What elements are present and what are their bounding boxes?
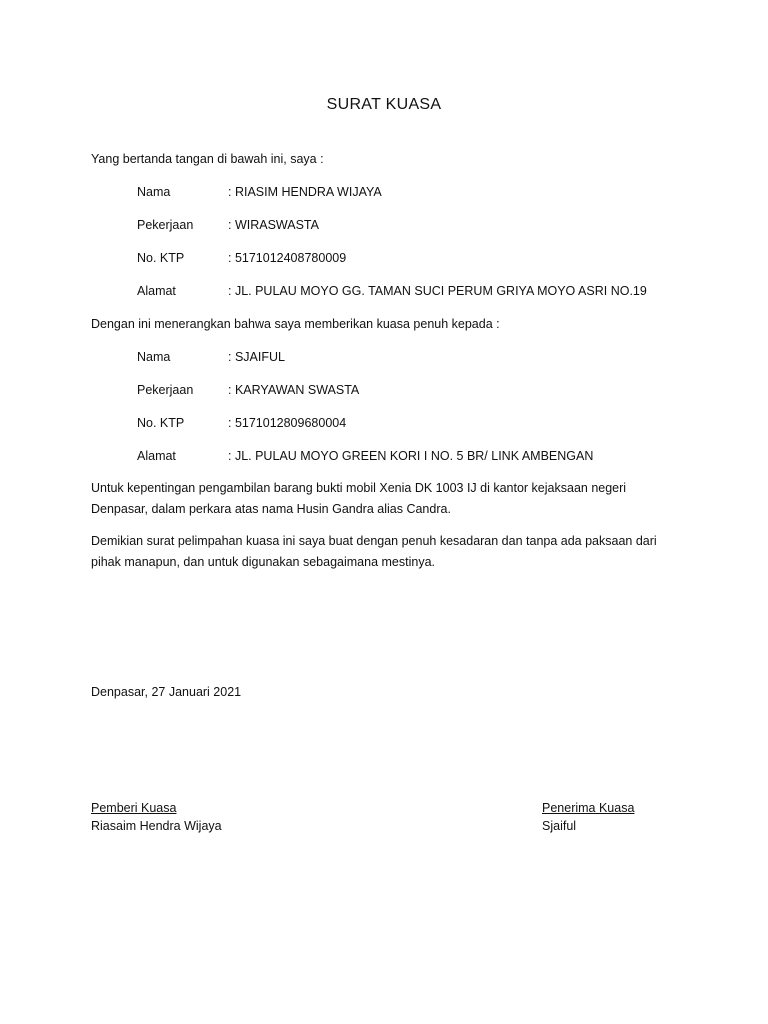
field-value: : SJAIFUL <box>228 350 285 364</box>
field-value: : RIASIM HENDRA WIJAYA <box>228 185 382 199</box>
giver-role: Pemberi Kuasa <box>91 801 177 815</box>
field-value: : 5171012809680004 <box>228 416 347 430</box>
receiver-name: Sjaiful <box>542 819 577 833</box>
grantor-row-id <box>0 251 768 269</box>
grantee-row-address <box>0 449 768 467</box>
field-label: Pekerjaan <box>137 383 194 397</box>
field-value: : KARYAWAN SWASTA <box>228 383 360 397</box>
purpose-paragraph: Untuk kepentingan pengambilan barang bukti mobil Xenia DK 1003 IJ di kantor kejaksaan negeri Denpasar, dalam perkara atas nama Husin Gandra alias Candra. <box>91 481 627 516</box>
field-value: : 5171012408780009 <box>228 251 347 265</box>
grantor-row-occupation <box>0 218 768 236</box>
grantor-row-name <box>0 185 768 203</box>
field-value: : JL. PULAU MOYO GG. TAMAN SUCI PERUM GRIYA MOYO ASRI NO.19 <box>228 284 647 298</box>
grantee-row-occupation <box>0 383 768 401</box>
field-label: Alamat <box>137 449 176 463</box>
grantee-row-name <box>0 350 768 368</box>
field-label: Nama <box>137 350 171 364</box>
field-label: No. KTP <box>137 251 185 265</box>
grantor-row-address <box>0 284 768 302</box>
place-date: Denpasar, 27 Januari 2021 <box>91 685 242 699</box>
transfer-text: Dengan ini menerangkan bahwa saya memberikan kuasa penuh kepada : <box>91 317 500 331</box>
document-title: SURAT KUASA <box>326 96 442 113</box>
field-value: : JL. PULAU MOYO GREEN KORI I NO. 5 BR/ LINK AMBENGAN <box>228 449 594 463</box>
field-label: Pekerjaan <box>137 218 194 232</box>
closing-paragraph: Demikian surat pelimpahan kuasa ini saya buat dengan penuh kesadaran dan tanpa ada paksaan dari pihak manapun, dan untuk digunakan sebagaimana mestinya. <box>91 534 657 569</box>
giver-name: Riasaim Hendra Wijaya <box>91 819 222 833</box>
field-label: Nama <box>137 185 171 199</box>
grantee-row-id <box>0 416 768 434</box>
intro-text: Yang bertanda tangan di bawah ini, saya : <box>91 152 324 166</box>
field-value: : WIRASWASTA <box>228 218 319 232</box>
field-label: Alamat <box>137 284 176 298</box>
field-label: No. KTP <box>137 416 185 430</box>
receiver-role: Penerima Kuasa <box>542 801 635 815</box>
